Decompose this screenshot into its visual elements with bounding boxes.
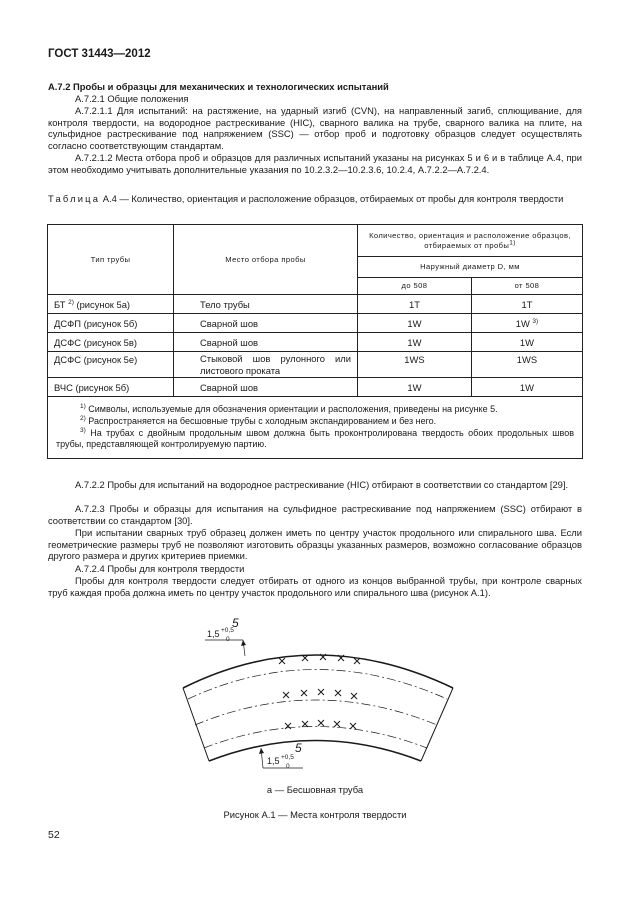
footnote-text: Распространяется на бесшовные трубы с холодным экспандированием и без него. xyxy=(85,415,437,426)
cell-pipe-type xyxy=(48,333,174,352)
table-row xyxy=(48,314,583,333)
cell-place: Сварной шов xyxy=(174,314,358,333)
hardness-table xyxy=(47,224,583,459)
outer-test-line xyxy=(188,670,447,700)
value-text: 1T xyxy=(521,298,533,310)
tol-bottom-lower: 0 xyxy=(286,763,290,770)
value-text: 1W xyxy=(519,336,534,348)
tol-bottom-upper: +0,5 xyxy=(281,754,294,761)
header-count-text: Количество, ориентация и расположение образцов, отбираемых от пробы xyxy=(369,230,571,250)
paragraph-a724: Пробы для контроля твердости следует отбирать от одного из концов выбранной трубы, при контроле сварных труб каждая проба должна иметь по центру участок продольного или спирального шва (рисунок А.1). xyxy=(48,575,582,598)
value-text: 1WS xyxy=(516,354,538,365)
cell-value-d2 xyxy=(471,295,582,314)
paragraph-a7212: А.7.2.1.2 Места отбора проб и образцов для различных испытаний указаны на рисунках 5 и 6 и в таблице А.4, при этом необходимо учитывать дополнительные указания по 10.2.3.2—10.2.3.6, 10.2.4, А.7.2.2—А.7.2.4. xyxy=(48,152,582,175)
table-row xyxy=(48,378,583,397)
footnote-1 xyxy=(56,404,574,416)
footnote-mark: 1) xyxy=(80,403,86,411)
label-bottom-five: 5 xyxy=(295,741,302,755)
cell-value-d1: 1W xyxy=(358,378,472,397)
paragraph-welded: При испытании сварных труб образец должен иметь по центру участок продольного или спирального шва. Если геометрические размеры труб не позволяют изготовить образцы указанных размеров, возможно согласование образцов другого размера и других критериев приемки. xyxy=(48,527,582,562)
header-sample-place: Место отбора пробы xyxy=(174,225,358,295)
paragraph-a722: А.7.2.2 Пробы для испытаний на водородное растрескивание (HIC) отбирают в соответствии со стандартом [29]. xyxy=(75,479,569,490)
cell-pipe-type xyxy=(48,378,174,397)
cell-place: Тело трубы xyxy=(174,295,358,314)
pipe-type-ref: (рисунок 5б) xyxy=(81,317,138,329)
page-number: 52 xyxy=(48,829,60,841)
pipe-left-edge xyxy=(183,688,209,761)
pipe-type-ref: (рисунок 5в) xyxy=(81,336,137,348)
footnote-text: На трубах с двойным продольным швом должна быть проконтролирована твердость обоих продольных швов трубы, представляющей контролируемую партию. xyxy=(56,427,574,450)
value-text: 1W xyxy=(515,317,530,329)
cell-value-d1: 1WS xyxy=(358,352,472,378)
cell-pipe-type xyxy=(48,295,174,314)
tol-top-upper: +0,5 xyxy=(221,627,234,634)
pipe-type-text: ДСФС xyxy=(54,354,82,365)
paragraph-a7211: А.7.2.1.1 Для испытаний: на растяжение, на ударный изгиб (CVN), на направленный загиб, сплющивание, для контроля твердости, на водородное растрескивание (HIC), сварного валика на трубе, сварного валика на плите, на сульфидное растрескивание под напряжением (SSC) — отбор проб и подготовку образцов следует осуществлять согласно соответствующим стандартам. xyxy=(48,105,582,152)
footnote-mark: 3) xyxy=(80,426,86,434)
figure-subcaption: а — Бесшовная труба xyxy=(266,784,364,795)
arrow-top xyxy=(241,640,246,646)
cell-value-d1: 1T xyxy=(358,295,472,314)
middle-test-line xyxy=(195,700,437,725)
cell-pipe-type xyxy=(48,352,174,378)
pipe-right-edge xyxy=(421,688,453,761)
arrow-bottom xyxy=(259,748,264,754)
tol-top-base: 1,5 xyxy=(207,629,220,639)
paragraph-a724-title: А.7.2.4 Пробы для контроля твердости xyxy=(75,563,245,574)
pipe-type-text: БТ xyxy=(54,298,66,310)
section-title: А.7.2 Пробы и образцы для механических и технологических испытаний xyxy=(48,81,389,92)
cell-value-d2 xyxy=(471,314,582,333)
header-count xyxy=(358,225,583,257)
hardness-locations-figure xyxy=(175,610,465,780)
pipe-type-ref: (рисунок 5е) xyxy=(81,354,138,365)
header-pipe-type: Тип трубы xyxy=(48,225,174,295)
pipe-type-ref: (рисунок 5а) xyxy=(73,298,131,310)
cell-place: Стыковой шов рулонного или листового проката xyxy=(174,352,358,378)
header-diameter: Наружный диаметр D, мм xyxy=(358,257,583,278)
paragraph-a723: А.7.2.3 Пробы и образцы для испытания на сульфидное растрескивание под напряжением (SSC) отбирают в соответствии со стандартом [30]. xyxy=(48,503,582,526)
header-diam-from-508: от 508 xyxy=(471,278,582,295)
cell-value-d2 xyxy=(471,378,582,397)
cell-place: Сварной шов xyxy=(174,333,358,352)
table-footnotes xyxy=(48,397,583,459)
table-row xyxy=(48,295,583,314)
table-row xyxy=(48,333,583,352)
subsection-general: А.7.2.1 Общие положения xyxy=(75,93,189,104)
document-header: ГОСТ 31443—2012 xyxy=(48,48,151,60)
table-caption-text: А.4 — Количество, ориентация и расположение образцов, отбираемых от пробы для контроля твердости xyxy=(100,193,564,204)
header-diam-up-to-508: до 508 xyxy=(358,278,472,295)
pipe-type-text: ДСФС xyxy=(54,336,82,348)
hardness-marks-inner xyxy=(285,720,356,729)
cell-pipe-type xyxy=(48,314,174,333)
cell-value-d1: 1W xyxy=(358,333,472,352)
hardness-marks-middle xyxy=(283,689,357,699)
label-top-five: 5 xyxy=(232,616,239,630)
pipe-type-text: ДСФП xyxy=(54,317,81,329)
footnote-3 xyxy=(56,428,574,451)
pipe-type-ref: (рисунок 5б) xyxy=(72,381,130,393)
value-text: 1W xyxy=(519,381,534,393)
header-count-sup: 1) xyxy=(509,238,516,246)
table-row xyxy=(48,352,583,378)
cell-value-d2 xyxy=(471,333,582,352)
footnote-2 xyxy=(56,416,574,428)
tol-bottom-base: 1,5 xyxy=(267,756,280,766)
cell-place: Сварной шов xyxy=(174,378,358,397)
footnote-mark: 2) xyxy=(80,414,86,422)
pipe-inner-surface xyxy=(209,741,421,762)
tol-top-lower: 0 xyxy=(226,636,230,643)
table-caption-word: Таблица xyxy=(48,193,101,204)
footnote-text: Символы, используемые для обозначения ориентации и расположения, приведены на рисунке 5. xyxy=(85,404,498,415)
pipe-outer-surface xyxy=(183,655,453,688)
cell-value-d2 xyxy=(471,352,582,378)
table-caption xyxy=(48,193,582,205)
cell-value-d1: 1W xyxy=(358,314,472,333)
pipe-type-text: ВЧС xyxy=(54,381,73,393)
pipe-type-sup: 2) xyxy=(68,298,74,306)
inner-test-line xyxy=(204,727,427,749)
figure-caption: Рисунок А.1 — Места контроля твердости xyxy=(223,809,407,820)
value-sup: 3) xyxy=(532,317,539,325)
